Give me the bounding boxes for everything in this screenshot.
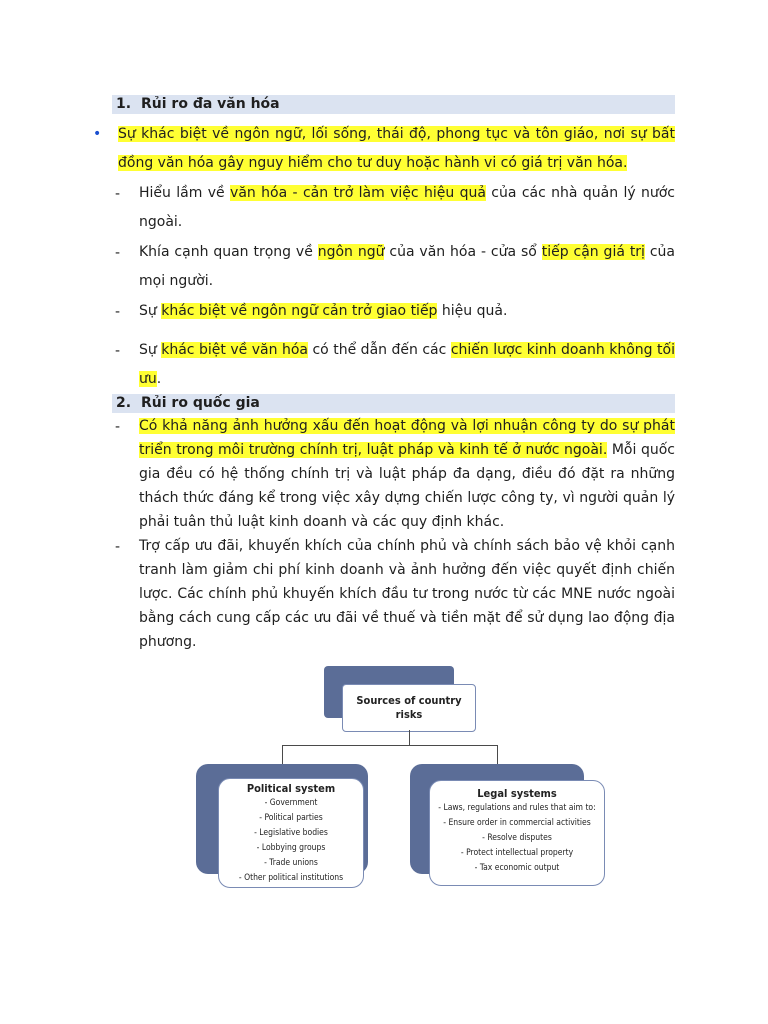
text-run: Mỗi quốc gia đều có hệ thống chính trị và luật pháp đa dạng, điều đó đặt ra những thách thức đáng kể trong việc xây dựng chiến lược công ty, vì người quản lý phải tuân thủ luật kinh doanh và các quy định khác. (139, 442, 675, 530)
list-item: - Trade unions (264, 858, 318, 868)
list-item (139, 414, 675, 534)
list-item: - Lobbying groups (256, 843, 326, 853)
connector-line (282, 745, 498, 746)
connector-line (497, 745, 498, 764)
dash-marker: - (115, 304, 121, 320)
bullet-paragraph (118, 120, 675, 178)
list-item: - Resolve disputes (482, 833, 552, 843)
text-run: . (156, 371, 162, 387)
highlighted-text: văn hóa - cản trở làm việc hiệu quả (230, 185, 486, 201)
highlighted-text: khác biệt về văn hóa (161, 342, 308, 358)
list-item: - Government (264, 798, 318, 808)
list-item (139, 238, 675, 296)
highlighted-text: chiến lược kinh doanh không tối ưu (139, 342, 675, 387)
highlighted-text: Sự khác biệt về ngôn ngữ, lối sống, thái độ, phong tục và tôn giáo, nơi sự bất đồng văn hóa gây nguy hiểm cho tư duy hoặc hành vi có giá trị văn hóa. (118, 126, 675, 171)
section-heading-1 (112, 95, 675, 114)
legal-systems-box (429, 780, 605, 886)
text-run: của các nhà quản lý nước ngoài. (139, 185, 675, 230)
list-item: - Tax economic output (474, 863, 560, 873)
connector-line (409, 730, 410, 746)
list-item: - Legislative bodies (254, 828, 328, 838)
highlighted-text: khác biệt về ngôn ngữ cản trở giao tiếp (161, 303, 438, 319)
highlighted-text: tiếp cận giá trị (541, 244, 645, 260)
legal-systems-title: Legal systems (477, 787, 557, 800)
highlighted-text: ngôn ngữ (317, 244, 385, 260)
dash-marker: - (115, 419, 121, 435)
root-box (342, 684, 476, 732)
text-run: hiệu quả. (437, 303, 508, 319)
list-item (139, 336, 675, 394)
text-run: của văn hóa - cửa sổ (384, 244, 542, 260)
political-system-title: Political system (246, 782, 336, 795)
highlighted-text: Có khả năng ảnh hưởng xấu đến hoạt động và lợi nhuận công ty do sự phát triển trong môi trường chính trị, luật pháp và kinh tế ở nước ngoài. (139, 418, 675, 458)
text-run: Sự (139, 342, 162, 358)
list-item (139, 534, 675, 654)
text-run: của mọi người. (139, 244, 676, 289)
list-item: - Protect intellectual property (460, 848, 574, 858)
dash-marker: - (115, 245, 121, 261)
text-run: Trợ cấp ưu đãi, khuyến khích của chính phủ và chính sách bảo vệ khỏi cạnh tranh làm giảm chi phí kinh doanh và ảnh hưởng đến việc quyết định chiến lược. Các chính phủ khuyến khích đầu tư trong nước từ các MNE nước ngoài bằng cách cung cấp các ưu đãi về thuế và tiền mặt để sử dụng lao động địa phương. (139, 538, 675, 650)
list-item: - Ensure order in commercial activities (443, 818, 591, 828)
connector-line (282, 745, 283, 765)
political-system-box (218, 778, 364, 888)
dash-marker: - (115, 539, 121, 555)
text-run: Sự (139, 303, 162, 319)
list-item: - Other political institutions (238, 873, 344, 883)
list-item (139, 179, 675, 237)
section-title: Rủi ro đa văn hóa (141, 96, 280, 112)
dash-marker: - (115, 186, 121, 202)
bullet-marker: • (93, 126, 102, 142)
section-number: 1. (116, 96, 132, 112)
list-item: - Political parties (259, 813, 323, 823)
section-title: Rủi ro quốc gia (141, 395, 260, 411)
section-heading-2 (112, 394, 675, 413)
section-number: 2. (116, 395, 132, 411)
root-title: Sources of country risks (356, 694, 462, 721)
text-run: có thể dẫn đến các (307, 342, 451, 358)
dash-marker: - (115, 343, 121, 359)
list-item (139, 297, 675, 326)
text-run: Hiểu lầm về (139, 185, 231, 201)
list-item: - Laws, regulations and rules that aim to: (438, 803, 596, 813)
text-run: Khía cạnh quan trọng về (139, 244, 318, 260)
